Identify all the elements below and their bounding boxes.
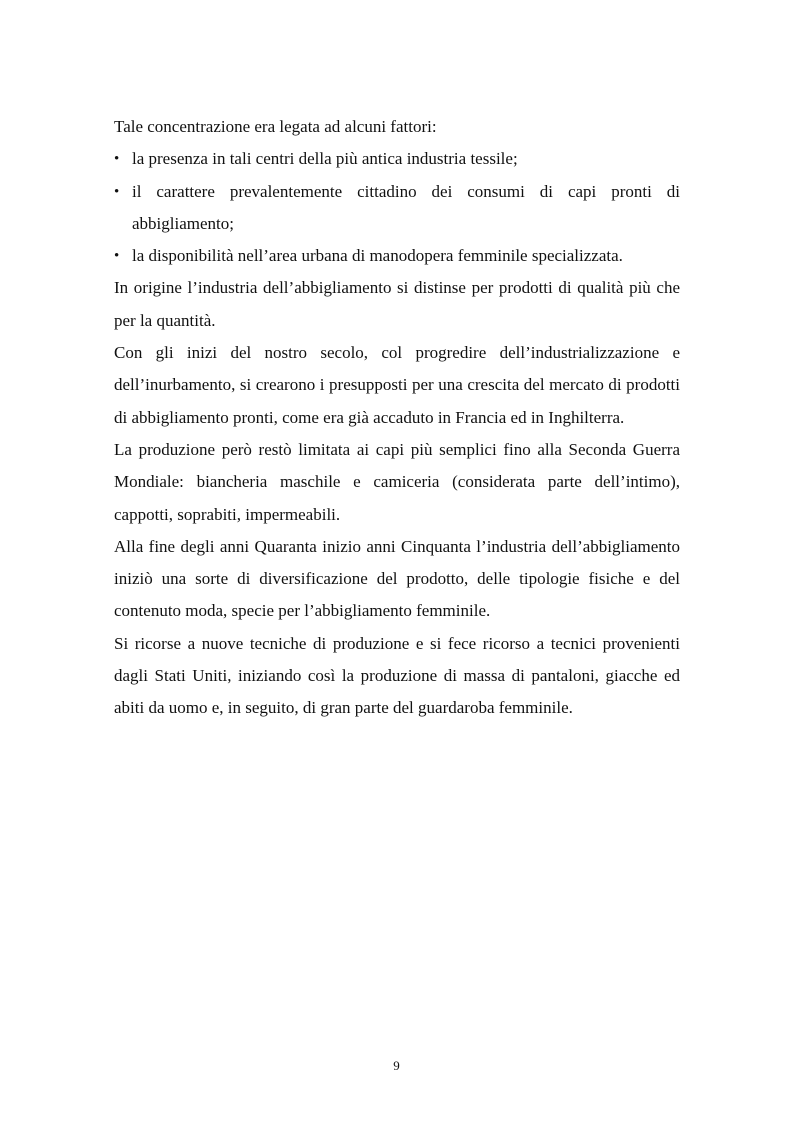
- bullet-icon: •: [114, 248, 120, 265]
- factor-text: la disponibilità nell’area urbana di manodopera femminile specializzata.: [132, 246, 623, 266]
- factor-text: il carattere prevalentemente cittadino dei consumi di capi pronti di abbigliamento;: [132, 181, 680, 233]
- factor-list: [114, 143, 680, 272]
- paragraph-limited-production: La produzione però restò limitata ai capi più semplici fino alla Seconda Guerra Mondiale: biancheria maschile e camiceria (considerata parte dell’intimo), cappotti, soprabiti, impermeabili.: [114, 439, 680, 524]
- bullet-icon: •: [114, 183, 120, 200]
- factor-list-item: [114, 143, 680, 175]
- factor-list-item: [114, 176, 680, 241]
- paragraph-mass-production: Si ricorse a nuove tecniche di produzione e si fece ricorso a tecnici provenienti dagli Stati Uniti, iniziando così la produzione di massa di pantaloni, giacche ed abiti da uomo e, in seguito, di gran parte del guardaroba femminile.: [114, 633, 680, 718]
- paragraph-diversification: Alla fine degli anni Quaranta inizio anni Cinquanta l’industria dell’abbigliamento iniziò una sorte di diversificazione del prodotto, delle tipologie fisiche e del contenuto moda, specie per l’abbigliamento femminile.: [114, 536, 680, 621]
- paragraph-century-start: Con gli inizi del nostro secolo, col progredire dell’industrializzazione e dell’inurbamento, si crearono i presupposti per una crescita del mercato di prodotti di abbigliamento pronti, come era già accaduto in Francia ed in Inghilterra.: [114, 343, 680, 427]
- intro-sentence: Tale concentrazione era legata ad alcuni fattori:: [114, 117, 437, 136]
- paragraph-origins: In origine l’industria dell’abbigliamento si distinse per prodotti di qualità più che per la quantità.: [114, 278, 680, 330]
- page-number: 9: [393, 1058, 400, 1073]
- document-body: [114, 111, 680, 725]
- bullet-icon: •: [114, 151, 120, 168]
- factor-text: la presenza in tali centri della più antica industria tessile;: [132, 149, 518, 169]
- factor-list-item: [114, 240, 680, 272]
